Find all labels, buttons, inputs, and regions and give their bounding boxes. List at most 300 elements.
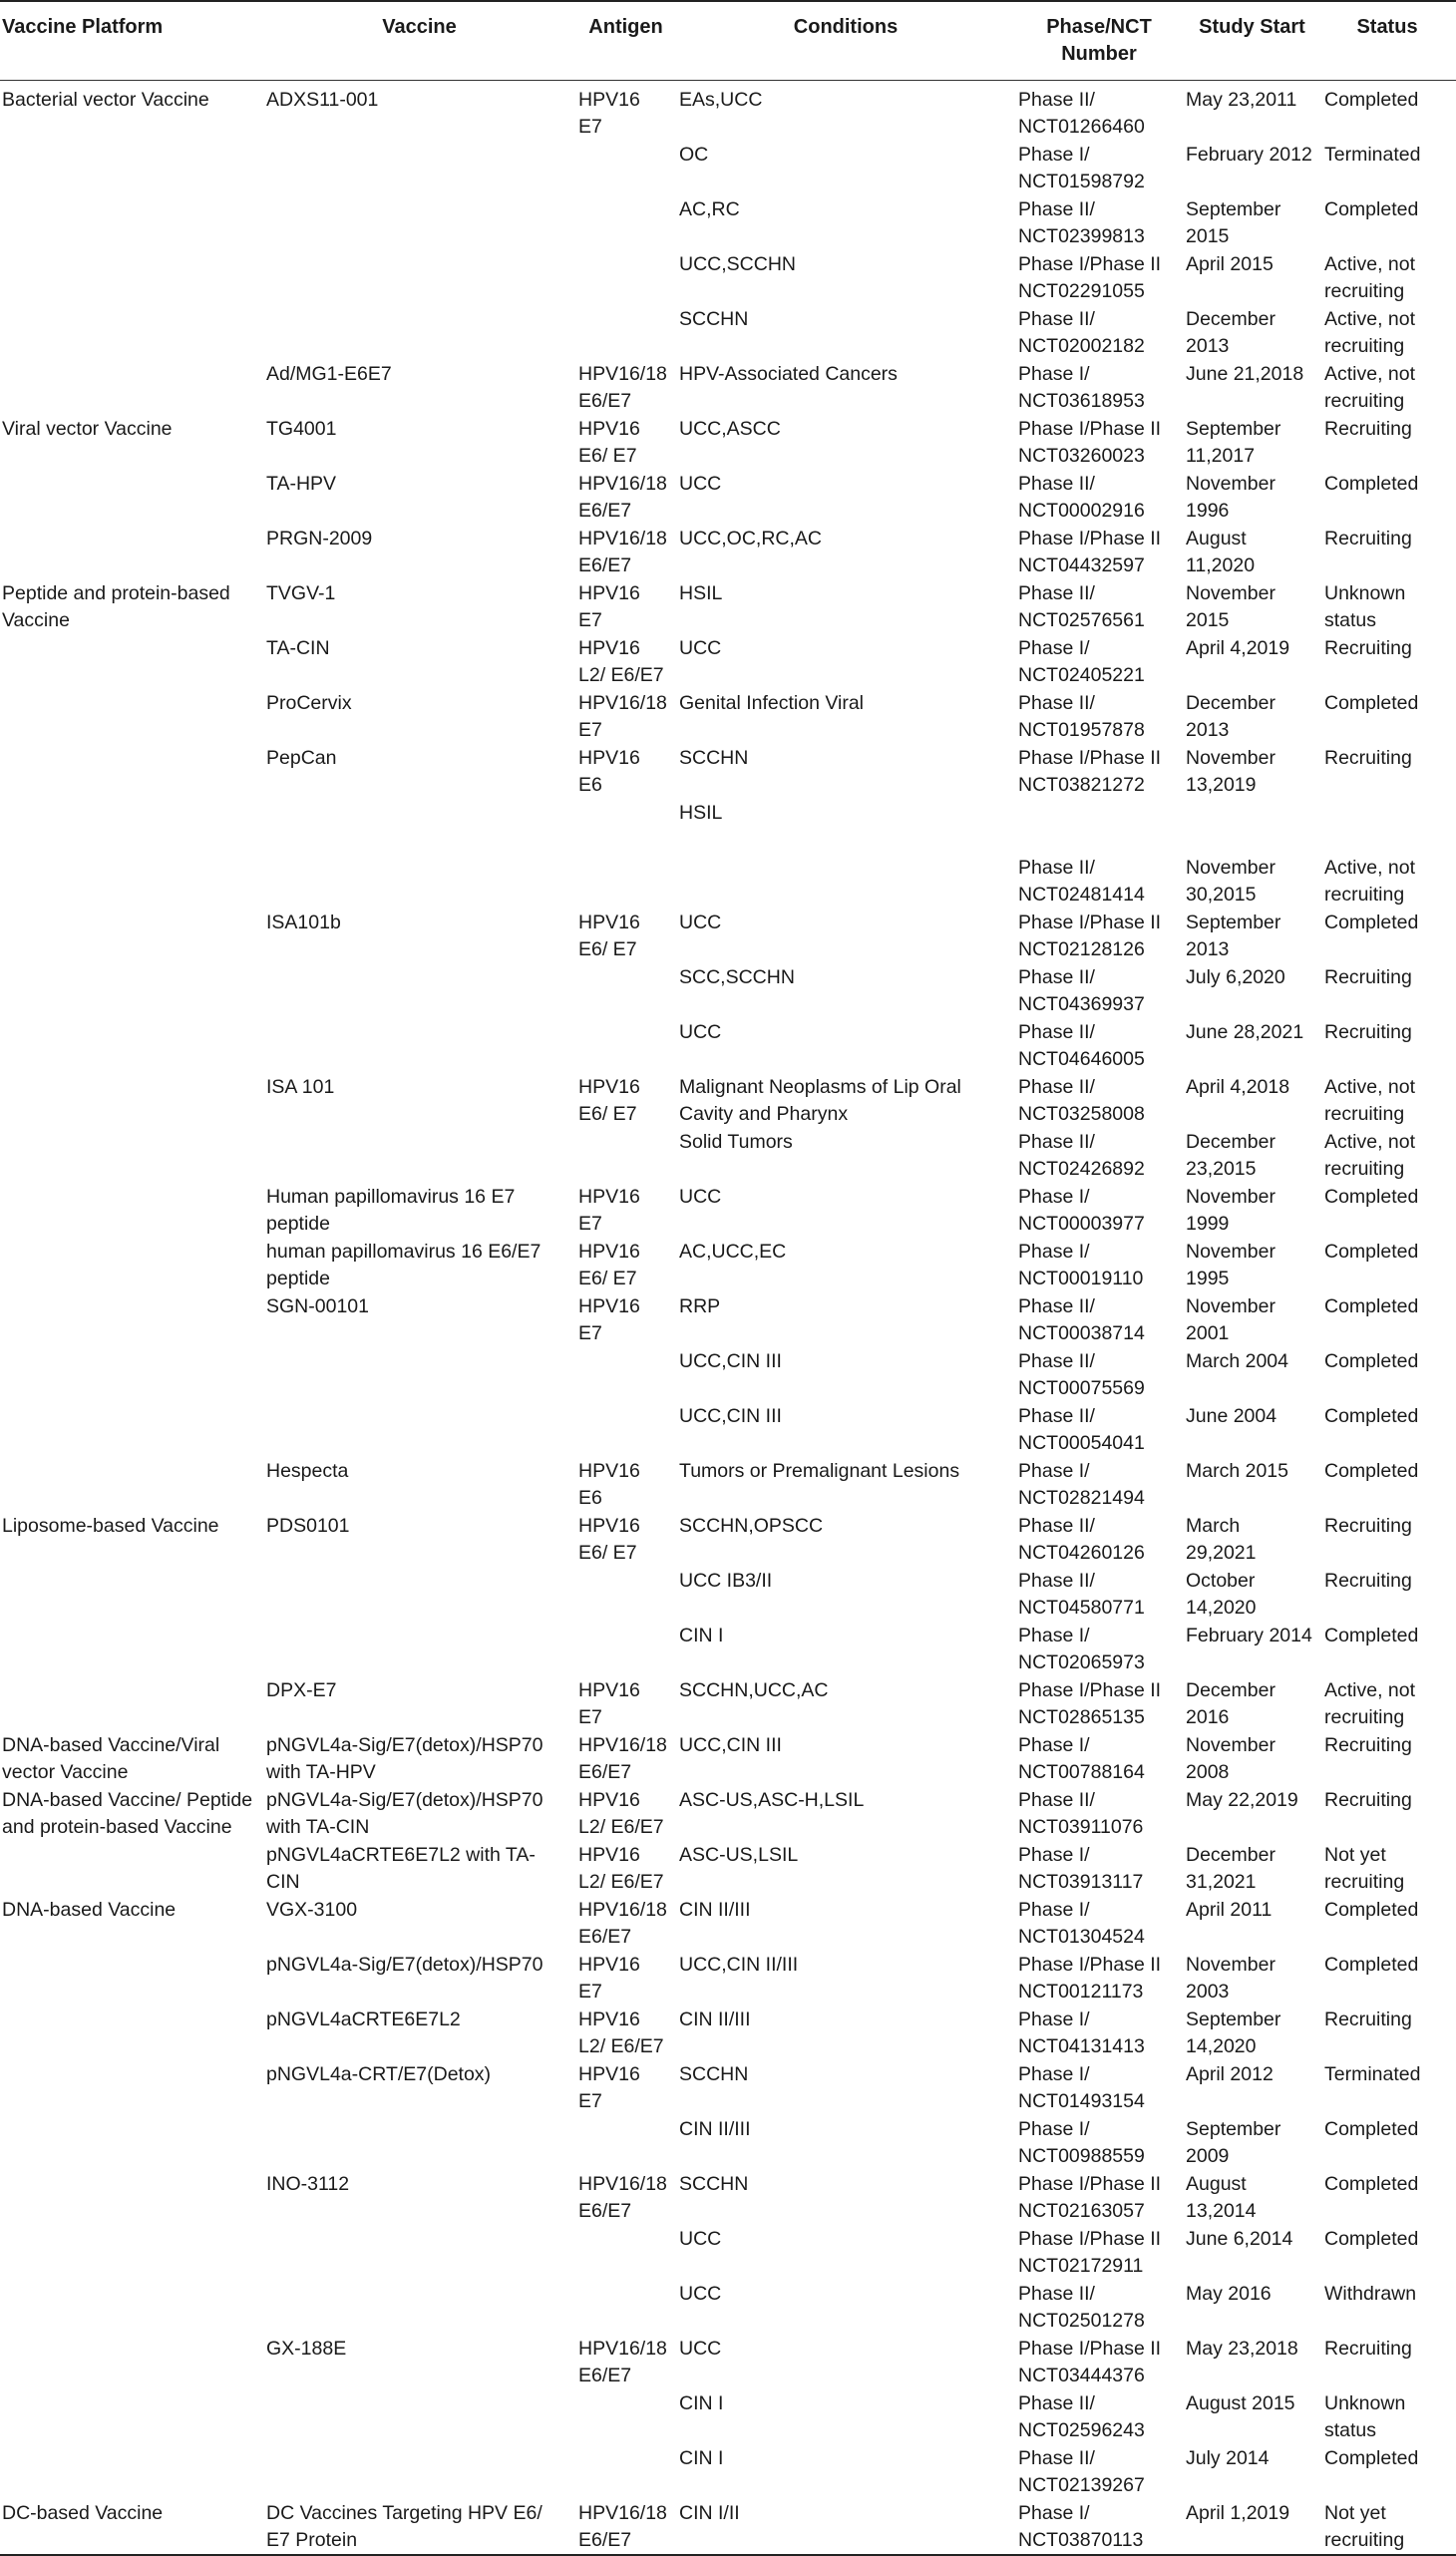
table-row — [0, 964, 1456, 1019]
cell-phase-nct: Phase I/Phase II NCT02163057 — [1018, 2172, 1162, 2222]
cell-platform: DNA-based Vaccine/Viral vector Vaccine — [2, 1733, 220, 1783]
table-row — [0, 1677, 1456, 1732]
cell-phase-nct: Phase II/ NCT04369937 — [1018, 965, 1145, 1015]
cell-conditions: CIN II/III — [679, 2008, 751, 2030]
cell-vaccine — [266, 1403, 578, 1458]
table-row — [0, 1732, 1456, 1787]
cell-phase-nct: Phase II/ NCT02576561 — [1018, 581, 1145, 631]
cell-vaccine: PepCan — [266, 746, 337, 769]
cell-phase-nct — [1018, 800, 1186, 855]
cell-conditions: HPV-Associated Cancers — [679, 362, 898, 385]
header-conditions: Conditions — [793, 16, 899, 38]
table-row — [0, 800, 1456, 855]
cell-antigen — [578, 1623, 679, 1677]
cell-conditions: CIN II/III — [679, 2117, 751, 2140]
cell-conditions: CIN I — [679, 1624, 724, 1646]
cell-vaccine: Human papillomavirus 16 E7 peptide — [266, 1185, 516, 1235]
cell-platform — [0, 1952, 266, 2007]
cell-vaccine: ISA 101 — [266, 1075, 335, 1098]
cell-status: Active, not recruiting — [1324, 856, 1416, 906]
cell-conditions: UCC — [679, 472, 722, 495]
cell-conditions: AC,UCC,EC — [679, 1240, 787, 1263]
cell-study-start: March 2015 — [1186, 1459, 1288, 1482]
cell-status: Completed — [1324, 1898, 1419, 1921]
cell-conditions: SCCHN — [679, 2062, 749, 2085]
cell-platform — [0, 910, 266, 964]
cell-status: Completed — [1324, 1294, 1419, 1317]
cell-conditions: CIN I/II — [679, 2501, 740, 2524]
cell-vaccine — [266, 2226, 578, 2281]
cell-study-start: November 1996 — [1186, 472, 1275, 522]
cell-platform — [0, 1184, 266, 1239]
cell-study-start — [1186, 800, 1324, 855]
cell-antigen — [578, 2390, 679, 2445]
cell-platform — [0, 964, 266, 1019]
cell-study-start: July 2014 — [1186, 2446, 1270, 2469]
cell-status: Recruiting — [1324, 527, 1412, 549]
cell-vaccine: Ad/MG1-E6E7 — [266, 362, 392, 385]
table-row — [0, 1952, 1456, 2007]
cell-status: Unknown status — [1324, 581, 1406, 631]
cell-phase-nct: Phase I/ NCT03913117 — [1018, 1843, 1144, 1893]
cell-study-start: April 4,2019 — [1186, 636, 1290, 659]
cell-status: Completed — [1324, 1404, 1419, 1427]
cell-status: Recruiting — [1324, 1020, 1412, 1043]
cell-vaccine — [266, 1019, 578, 1074]
cell-vaccine — [266, 2390, 578, 2445]
cell-conditions: UCC,CIN II/III — [679, 1953, 799, 1976]
cell-study-start: August 13,2014 — [1186, 2172, 1257, 2222]
cell-study-start: April 2012 — [1186, 2062, 1274, 2085]
cell-phase-nct: Phase I/ NCT00988559 — [1018, 2117, 1145, 2167]
cell-phase-nct: Phase II/ NCT03258008 — [1018, 1075, 1145, 1125]
cell-platform — [0, 800, 266, 855]
cell-status: Completed — [1324, 89, 1419, 111]
cell-antigen — [578, 1129, 679, 1184]
cell-antigen: HPV16 E7 — [578, 2062, 640, 2112]
header-status: Status — [1356, 16, 1418, 38]
table-row — [0, 2500, 1456, 2555]
cell-vaccine: INO-3112 — [266, 2172, 350, 2195]
cell-antigen: HPV16 L2/ E6/E7 — [578, 1788, 664, 1838]
cell-platform: DC-based Vaccine — [2, 2501, 164, 2524]
table-row — [0, 471, 1456, 526]
cell-antigen: HPV16/18 E6/E7 — [578, 1898, 667, 1948]
table-row — [0, 2226, 1456, 2281]
cell-antigen: HPV16 E6/ E7 — [578, 1075, 640, 1125]
cell-conditions: SCC,SCCHN — [679, 965, 795, 988]
cell-vaccine — [266, 306, 578, 361]
cell-status: Completed — [1324, 472, 1419, 495]
cell-vaccine: PRGN-2009 — [266, 527, 373, 549]
cell-status: Active, not recruiting — [1324, 1075, 1416, 1125]
table-row — [0, 2116, 1456, 2171]
cell-vaccine: Hespecta — [266, 1459, 349, 1482]
cell-antigen: HPV16 E7 — [578, 581, 640, 631]
cell-study-start: November 13,2019 — [1186, 746, 1275, 796]
cell-status: Completed — [1324, 2117, 1419, 2140]
cell-platform — [0, 1623, 266, 1677]
cell-antigen: HPV16/18 E6/E7 — [578, 527, 667, 576]
cell-status: Completed — [1324, 911, 1419, 933]
cell-antigen: HPV16/18 E6/E7 — [578, 2337, 667, 2386]
cell-status: Recruiting — [1324, 1569, 1412, 1592]
cell-vaccine: TG4001 — [266, 417, 337, 440]
cell-phase-nct: Phase I/ NCT02065973 — [1018, 1624, 1145, 1673]
cell-platform — [0, 1019, 266, 1074]
cell-conditions: AC,RC — [679, 197, 740, 220]
cell-vaccine: ADXS11-001 — [266, 89, 379, 111]
cell-status: Completed — [1324, 1953, 1419, 1976]
cell-vaccine — [266, 2116, 578, 2171]
cell-status: Recruiting — [1324, 1514, 1412, 1537]
cell-conditions: SCCHN — [679, 307, 749, 330]
cell-antigen: HPV16 E6/ E7 — [578, 911, 640, 960]
cell-conditions: UCC,CIN III — [679, 1404, 782, 1427]
table-row — [0, 1787, 1456, 1842]
cell-study-start: November 2015 — [1186, 581, 1275, 631]
cell-vaccine — [266, 800, 578, 855]
cell-platform — [0, 2281, 266, 2336]
cell-status: Completed — [1324, 691, 1419, 714]
table-row — [0, 142, 1456, 196]
cell-antigen — [578, 964, 679, 1019]
cell-study-start: June 6,2014 — [1186, 2227, 1293, 2250]
cell-antigen — [578, 196, 679, 251]
cell-status: Active, not recruiting — [1324, 362, 1416, 412]
cell-vaccine — [266, 2445, 578, 2500]
cell-status: Not yet recruiting — [1324, 2501, 1405, 2551]
table-row — [0, 2171, 1456, 2226]
cell-conditions: ASC-US,LSIL — [679, 1843, 799, 1866]
cell-study-start: April 4,2018 — [1186, 1075, 1290, 1098]
cell-vaccine — [266, 1348, 578, 1403]
cell-status: Completed — [1324, 2446, 1419, 2469]
cell-antigen: HPV16/18 E6/E7 — [578, 362, 667, 412]
cell-antigen — [578, 2226, 679, 2281]
cell-platform — [0, 1348, 266, 1403]
cell-study-start: March 2004 — [1186, 1349, 1288, 1372]
cell-phase-nct: Phase I/Phase II NCT02865135 — [1018, 1678, 1162, 1728]
header-antigen: Antigen — [588, 16, 663, 38]
cell-status: Recruiting — [1324, 417, 1412, 440]
cell-vaccine — [266, 1623, 578, 1677]
table-row — [0, 2336, 1456, 2390]
cell-phase-nct: Phase II/ NCT02399813 — [1018, 197, 1145, 247]
cell-study-start: October 14,2020 — [1186, 1569, 1257, 1619]
cell-status: Unknown status — [1324, 2391, 1406, 2441]
cell-phase-nct: Phase II/ NCT00002916 — [1018, 472, 1145, 522]
table-row — [0, 1348, 1456, 1403]
cell-platform — [0, 471, 266, 526]
table-row — [0, 2061, 1456, 2116]
cell-antigen — [578, 1019, 679, 1074]
cell-status: Active, not recruiting — [1324, 1130, 1416, 1180]
cell-antigen: HPV16/18 E6/E7 — [578, 1733, 667, 1783]
cell-conditions: ASC-US,ASC-H,LSIL — [679, 1788, 865, 1811]
cell-status: Active, not recruiting — [1324, 252, 1416, 302]
cell-study-start: September 2009 — [1186, 2117, 1281, 2167]
cell-study-start: November 2001 — [1186, 1294, 1275, 1344]
cell-antigen — [578, 2116, 679, 2171]
cell-platform: Liposome-based Vaccine — [2, 1514, 219, 1537]
cell-vaccine — [266, 1568, 578, 1623]
cell-study-start: April 2011 — [1186, 1898, 1273, 1921]
cell-study-start: December 2013 — [1186, 691, 1275, 741]
cell-vaccine: DC Vaccines Targeting HPV E6/ E7 Protein — [266, 2501, 543, 2551]
cell-study-start: August 11,2020 — [1186, 527, 1256, 576]
cell-phase-nct: Phase I/ NCT00788164 — [1018, 1733, 1145, 1783]
cell-status: Completed — [1324, 2172, 1419, 2195]
cell-antigen: HPV16 E6 — [578, 1459, 640, 1509]
cell-vaccine: ProCervix — [266, 691, 352, 714]
table-row — [0, 1842, 1456, 1897]
cell-phase-nct: Phase I/Phase II NCT03821272 — [1018, 746, 1162, 796]
cell-platform — [0, 1403, 266, 1458]
cell-conditions: SCCHN — [679, 2172, 749, 2195]
table-row — [0, 2445, 1456, 2500]
cell-study-start: November 1995 — [1186, 1240, 1275, 1289]
cell-study-start: November 2008 — [1186, 1733, 1275, 1783]
cell-conditions: UCC — [679, 636, 722, 659]
cell-phase-nct: Phase II/ NCT02481414 — [1018, 856, 1145, 906]
cell-platform — [0, 1293, 266, 1348]
cell-phase-nct: Phase II/ NCT00075569 — [1018, 1349, 1145, 1399]
cell-phase-nct: Phase I/ NCT00003977 — [1018, 1185, 1145, 1235]
cell-platform — [0, 142, 266, 196]
cell-phase-nct: Phase I/ NCT03870113 — [1018, 2501, 1144, 2551]
cell-antigen — [578, 1403, 679, 1458]
cell-status: Recruiting — [1324, 965, 1412, 988]
cell-conditions: UCC — [679, 1020, 722, 1043]
table-header — [0, 1, 1456, 81]
table-row — [0, 690, 1456, 745]
cell-antigen: HPV16 L2/ E6/E7 — [578, 1843, 664, 1893]
table-row — [0, 1623, 1456, 1677]
cell-study-start: May 23,2018 — [1186, 2337, 1298, 2360]
table-row — [0, 1129, 1456, 1184]
cell-phase-nct: Phase II/ NCT03911076 — [1018, 1788, 1144, 1838]
cell-phase-nct: Phase I/Phase II NCT02128126 — [1018, 911, 1162, 960]
cell-platform — [0, 2061, 266, 2116]
cell-study-start: April 2015 — [1186, 252, 1274, 275]
table-row — [0, 1184, 1456, 1239]
cell-study-start: February 2012 — [1186, 143, 1312, 166]
table-row — [0, 416, 1456, 471]
table-row — [0, 635, 1456, 690]
table-row — [0, 745, 1456, 800]
cell-phase-nct: Phase I/ NCT04131413 — [1018, 2008, 1145, 2057]
cell-study-start: November 2003 — [1186, 1953, 1275, 2003]
cell-antigen: HPV16 E7 — [578, 1953, 640, 2003]
cell-platform: DNA-based Vaccine — [2, 1898, 177, 1921]
cell-phase-nct: Phase II/ NCT01266460 — [1018, 89, 1145, 138]
cell-conditions: UCC — [679, 1185, 722, 1208]
cell-vaccine — [266, 251, 578, 306]
cell-platform — [0, 306, 266, 361]
cell-conditions: RRP — [679, 1294, 721, 1317]
table-row — [0, 2007, 1456, 2061]
table-row — [0, 196, 1456, 251]
cell-status: Terminated — [1324, 2062, 1421, 2085]
table-row — [0, 1897, 1456, 1952]
cell-conditions — [679, 855, 1018, 910]
cell-vaccine: pNGVL4a-Sig/E7(detox)/HSP70 — [266, 1953, 544, 1976]
cell-phase-nct: Phase I/ NCT02821494 — [1018, 1459, 1145, 1509]
cell-conditions: CIN I — [679, 2391, 724, 2414]
cell-antigen — [578, 855, 679, 910]
cell-antigen: HPV16 E7 — [578, 1678, 640, 1728]
cell-antigen — [578, 1568, 679, 1623]
cell-antigen: HPV16 L2/ E6/E7 — [578, 2008, 664, 2057]
cell-conditions: SCCHN,OPSCC — [679, 1514, 824, 1537]
cell-study-start: July 6,2020 — [1186, 965, 1285, 988]
cell-status: Recruiting — [1324, 636, 1412, 659]
cell-conditions: OC — [679, 143, 709, 166]
cell-phase-nct: Phase I/ NCT01493154 — [1018, 2062, 1145, 2112]
cell-status: Terminated — [1324, 143, 1421, 166]
cell-conditions: UCC,CIN III — [679, 1349, 782, 1372]
table-row — [0, 306, 1456, 361]
cell-conditions: SCCHN,UCC,AC — [679, 1678, 829, 1701]
cell-antigen — [578, 800, 679, 855]
cell-vaccine — [266, 964, 578, 1019]
cell-status: Recruiting — [1324, 2337, 1412, 2360]
cell-conditions: Genital Infection Viral — [679, 691, 864, 714]
cell-phase-nct: Phase II/ NCT04646005 — [1018, 1020, 1145, 1070]
cell-antigen — [578, 2281, 679, 2336]
cell-platform: Peptide and protein-based Vaccine — [2, 581, 230, 631]
cell-vaccine: ISA101b — [266, 911, 341, 933]
table-row — [0, 1403, 1456, 1458]
cell-status: Completed — [1324, 1349, 1419, 1372]
cell-vaccine: VGX-3100 — [266, 1898, 358, 1921]
cell-antigen: HPV16/18 E6/E7 — [578, 472, 667, 522]
cell-platform — [0, 1568, 266, 1623]
header-study-start: Study Start — [1199, 16, 1305, 38]
cell-status: Completed — [1324, 1240, 1419, 1263]
cell-platform — [0, 2226, 266, 2281]
cell-conditions: UCC,CIN III — [679, 1733, 782, 1756]
table-row — [0, 1513, 1456, 1568]
cell-platform — [0, 2116, 266, 2171]
cell-status: Recruiting — [1324, 746, 1412, 769]
cell-phase-nct: Phase I/ NCT02405221 — [1018, 636, 1145, 686]
cell-study-start: November 30,2015 — [1186, 856, 1275, 906]
cell-vaccine: pNGVL4a-CRT/E7(Detox) — [266, 2062, 492, 2085]
cell-platform — [0, 361, 266, 416]
cell-vaccine: PDS0101 — [266, 1514, 350, 1537]
table-row — [0, 2281, 1456, 2336]
header-phase-nct: Phase/NCT Number — [1046, 16, 1152, 65]
cell-status: Completed — [1324, 2227, 1419, 2250]
cell-status: Recruiting — [1324, 2008, 1412, 2030]
cell-conditions: HSIL — [679, 801, 723, 824]
cell-antigen: HPV16 E6/ E7 — [578, 1240, 640, 1289]
cell-antigen: HPV16 E7 — [578, 89, 640, 138]
cell-platform — [0, 2336, 266, 2390]
cell-platform — [0, 1074, 266, 1129]
cell-platform — [0, 1842, 266, 1897]
cell-study-start: November 1999 — [1186, 1185, 1275, 1235]
cell-vaccine: pNGVL4aCRTE6E7L2 — [266, 2008, 461, 2030]
cell-platform — [0, 2007, 266, 2061]
cell-vaccine — [266, 855, 578, 910]
cell-phase-nct: Phase II/ NCT00054041 — [1018, 1404, 1145, 1454]
table-row — [0, 910, 1456, 964]
cell-antigen: HPV16 L2/ E6/E7 — [578, 636, 664, 686]
cell-vaccine — [266, 2281, 578, 2336]
cell-antigen: HPV16/18 E6/E7 — [578, 2501, 667, 2551]
cell-study-start: May 23,2011 — [1186, 89, 1297, 111]
table-row — [0, 81, 1456, 142]
cell-vaccine: pNGVL4a-Sig/E7(detox)/HSP70 with TA-HPV — [266, 1733, 544, 1783]
cell-study-start: April 1,2019 — [1186, 2501, 1290, 2524]
cell-study-start: September 11,2017 — [1186, 417, 1281, 467]
table-row — [0, 526, 1456, 580]
cell-study-start: September 14,2020 — [1186, 2008, 1281, 2057]
cell-study-start: June 21,2018 — [1186, 362, 1304, 385]
cell-platform — [0, 1129, 266, 1184]
cell-phase-nct: Phase I/Phase II NCT00121173 — [1018, 1953, 1162, 2003]
cell-platform: Bacterial vector Vaccine — [2, 89, 209, 111]
cell-conditions: UCC — [679, 2227, 722, 2250]
cell-study-start: May 2016 — [1186, 2282, 1272, 2305]
cell-status: Not yet recruiting — [1324, 1843, 1405, 1893]
cell-platform — [0, 251, 266, 306]
cell-antigen — [578, 142, 679, 196]
cell-platform: DNA-based Vaccine/ Peptide and protein-based Vaccine — [2, 1788, 253, 1838]
cell-phase-nct: Phase I/Phase II NCT03260023 — [1018, 417, 1162, 467]
cell-conditions: HSIL — [679, 581, 723, 604]
cell-phase-nct: Phase I/ NCT03618953 — [1018, 362, 1145, 412]
cell-status: Completed — [1324, 1185, 1419, 1208]
cell-status: Completed — [1324, 197, 1419, 220]
cell-platform — [0, 1239, 266, 1293]
header-vaccine-platform: Vaccine Platform — [2, 16, 164, 38]
cell-phase-nct: Phase I/Phase II NCT04432597 — [1018, 527, 1162, 576]
cell-phase-nct: Phase II/ NCT01957878 — [1018, 691, 1145, 741]
cell-antigen: HPV16 E7 — [578, 1294, 640, 1344]
cell-antigen: HPV16 E6/ E7 — [578, 1514, 640, 1564]
cell-vaccine: SGN-00101 — [266, 1294, 369, 1317]
cell-status: Active, not recruiting — [1324, 1678, 1416, 1728]
cell-conditions: SCCHN — [679, 746, 749, 769]
cell-vaccine: pNGVL4aCRTE6E7L2 with TA-CIN — [266, 1843, 536, 1893]
cell-conditions: UCC — [679, 2282, 722, 2305]
cell-status: Withdrawn — [1324, 2282, 1417, 2305]
table-row — [0, 1239, 1456, 1293]
cell-platform — [0, 855, 266, 910]
cell-conditions: UCC IB3/II — [679, 1569, 773, 1592]
cell-phase-nct: Phase II/ NCT02002182 — [1018, 307, 1145, 357]
cell-status: Recruiting — [1324, 1788, 1412, 1811]
table-row — [0, 580, 1456, 635]
table-row — [0, 1568, 1456, 1623]
table-body — [0, 81, 1456, 2555]
cell-antigen: HPV16 E7 — [578, 1185, 640, 1235]
cell-study-start: May 22,2019 — [1186, 1788, 1298, 1811]
cell-status: Active, not recruiting — [1324, 307, 1416, 357]
cell-study-start: June 28,2021 — [1186, 1020, 1304, 1043]
cell-conditions: UCC — [679, 2337, 722, 2360]
cell-study-start: June 2004 — [1186, 1404, 1277, 1427]
cell-conditions: UCC,OC,RC,AC — [679, 527, 823, 549]
cell-vaccine — [266, 142, 578, 196]
cell-conditions: Solid Tumors — [679, 1130, 793, 1153]
cell-phase-nct: Phase II/ NCT02596243 — [1018, 2391, 1145, 2441]
cell-antigen: HPV16/18 E7 — [578, 691, 667, 741]
